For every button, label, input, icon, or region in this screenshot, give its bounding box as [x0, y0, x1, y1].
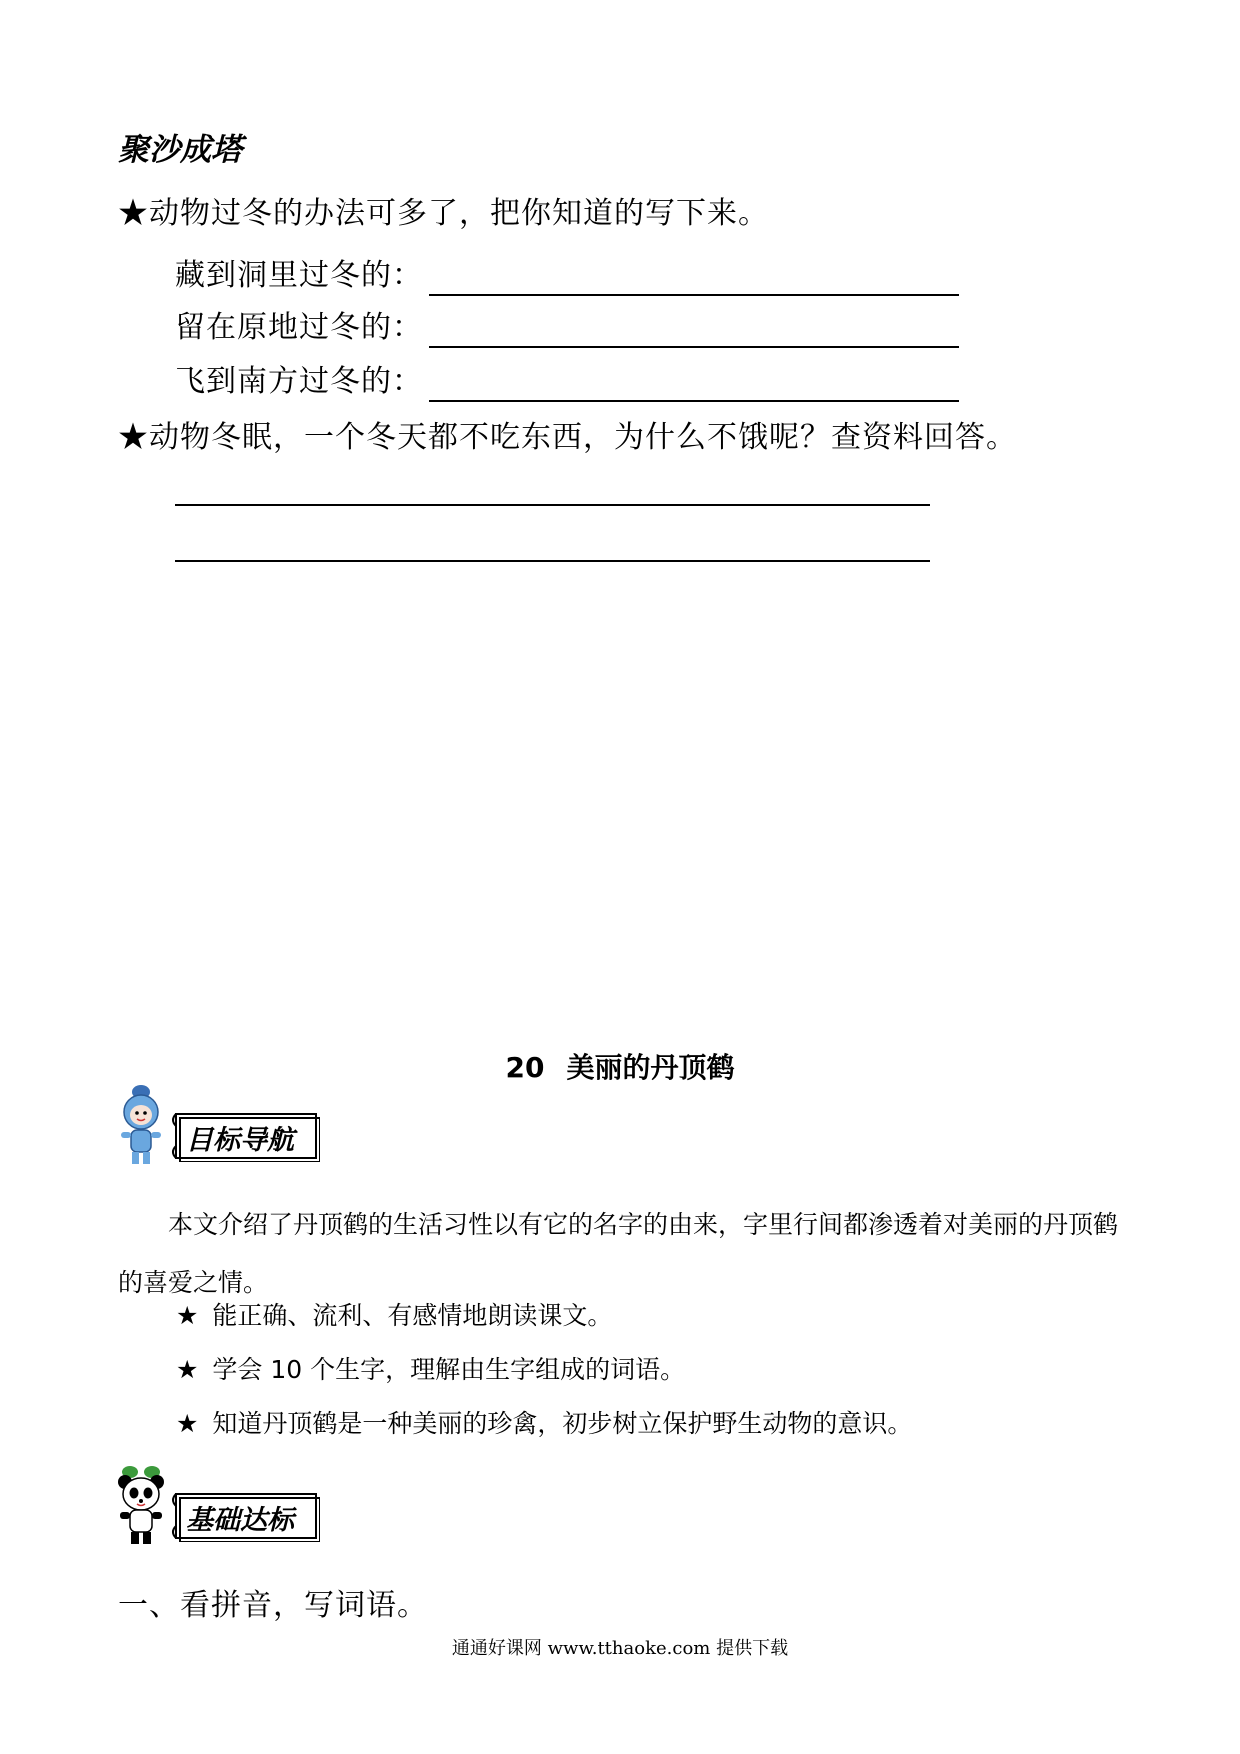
- goal-item: [176, 1404, 912, 1440]
- answer-line-1[interactable]: [175, 504, 930, 506]
- scroll-frame: [170, 1110, 320, 1162]
- panda-mascot-icon: [108, 1460, 174, 1550]
- star-icon: ★: [176, 1409, 199, 1438]
- lesson-name: 美丽的丹顶鹤: [566, 1051, 735, 1084]
- answer-line-2[interactable]: [175, 560, 930, 562]
- footer-credit: 通通好课网 www.tthaoke.com 提供下载: [451, 1638, 789, 1659]
- answer-blank[interactable]: [429, 400, 959, 402]
- goal-text: 能正确、流利、有感情地朗读课文。: [212, 1301, 613, 1330]
- scroll-frame: [170, 1490, 320, 1542]
- exercise-heading: 一、看拼音，写词语。: [118, 1588, 428, 1623]
- star-icon: ★: [176, 1301, 199, 1330]
- goal-text: 学会 10 个生字，理解由生字组成的词语。: [212, 1355, 686, 1384]
- basics-banner: [108, 1460, 320, 1550]
- mascot-icon: [108, 1080, 174, 1170]
- goals-banner-label: 目标导航: [186, 1125, 294, 1156]
- answer-blank[interactable]: [429, 346, 959, 348]
- intro-paragraph: 本文介绍了丹顶鹤的生活习性以有它的名字的由来，字里行间都渗透着对美丽的丹顶鹤的喜爱之情。: [118, 1210, 1119, 1297]
- question-winter-methods: ★动物过冬的办法可多了，把你知道的写下来。: [118, 196, 769, 231]
- question-hibernation: ★动物冬眠，一个冬天都不吃东西，为什么不饿呢？查资料回答。: [118, 420, 1017, 455]
- fill-row-stay: [175, 302, 959, 346]
- star-icon: ★: [176, 1355, 199, 1384]
- goal-item: [176, 1296, 612, 1332]
- fill-row-label: 留在原地过冬的：: [175, 310, 423, 345]
- goal-item: [176, 1350, 685, 1386]
- section-title: 聚沙成塔: [118, 132, 242, 168]
- fill-row-label: 藏到洞里过冬的：: [175, 258, 423, 293]
- lesson-number: 20: [505, 1051, 545, 1084]
- fill-row-south: [175, 356, 959, 400]
- basics-banner-label: 基础达标: [186, 1505, 294, 1536]
- fill-row-label: 飞到南方过冬的：: [175, 364, 423, 399]
- fill-row-cave: [175, 250, 959, 294]
- goal-text: 知道丹顶鹤是一种美丽的珍禽，初步树立保护野生动物的意识。: [212, 1409, 913, 1438]
- answer-blank[interactable]: [429, 294, 959, 296]
- goals-banner: [108, 1080, 320, 1170]
